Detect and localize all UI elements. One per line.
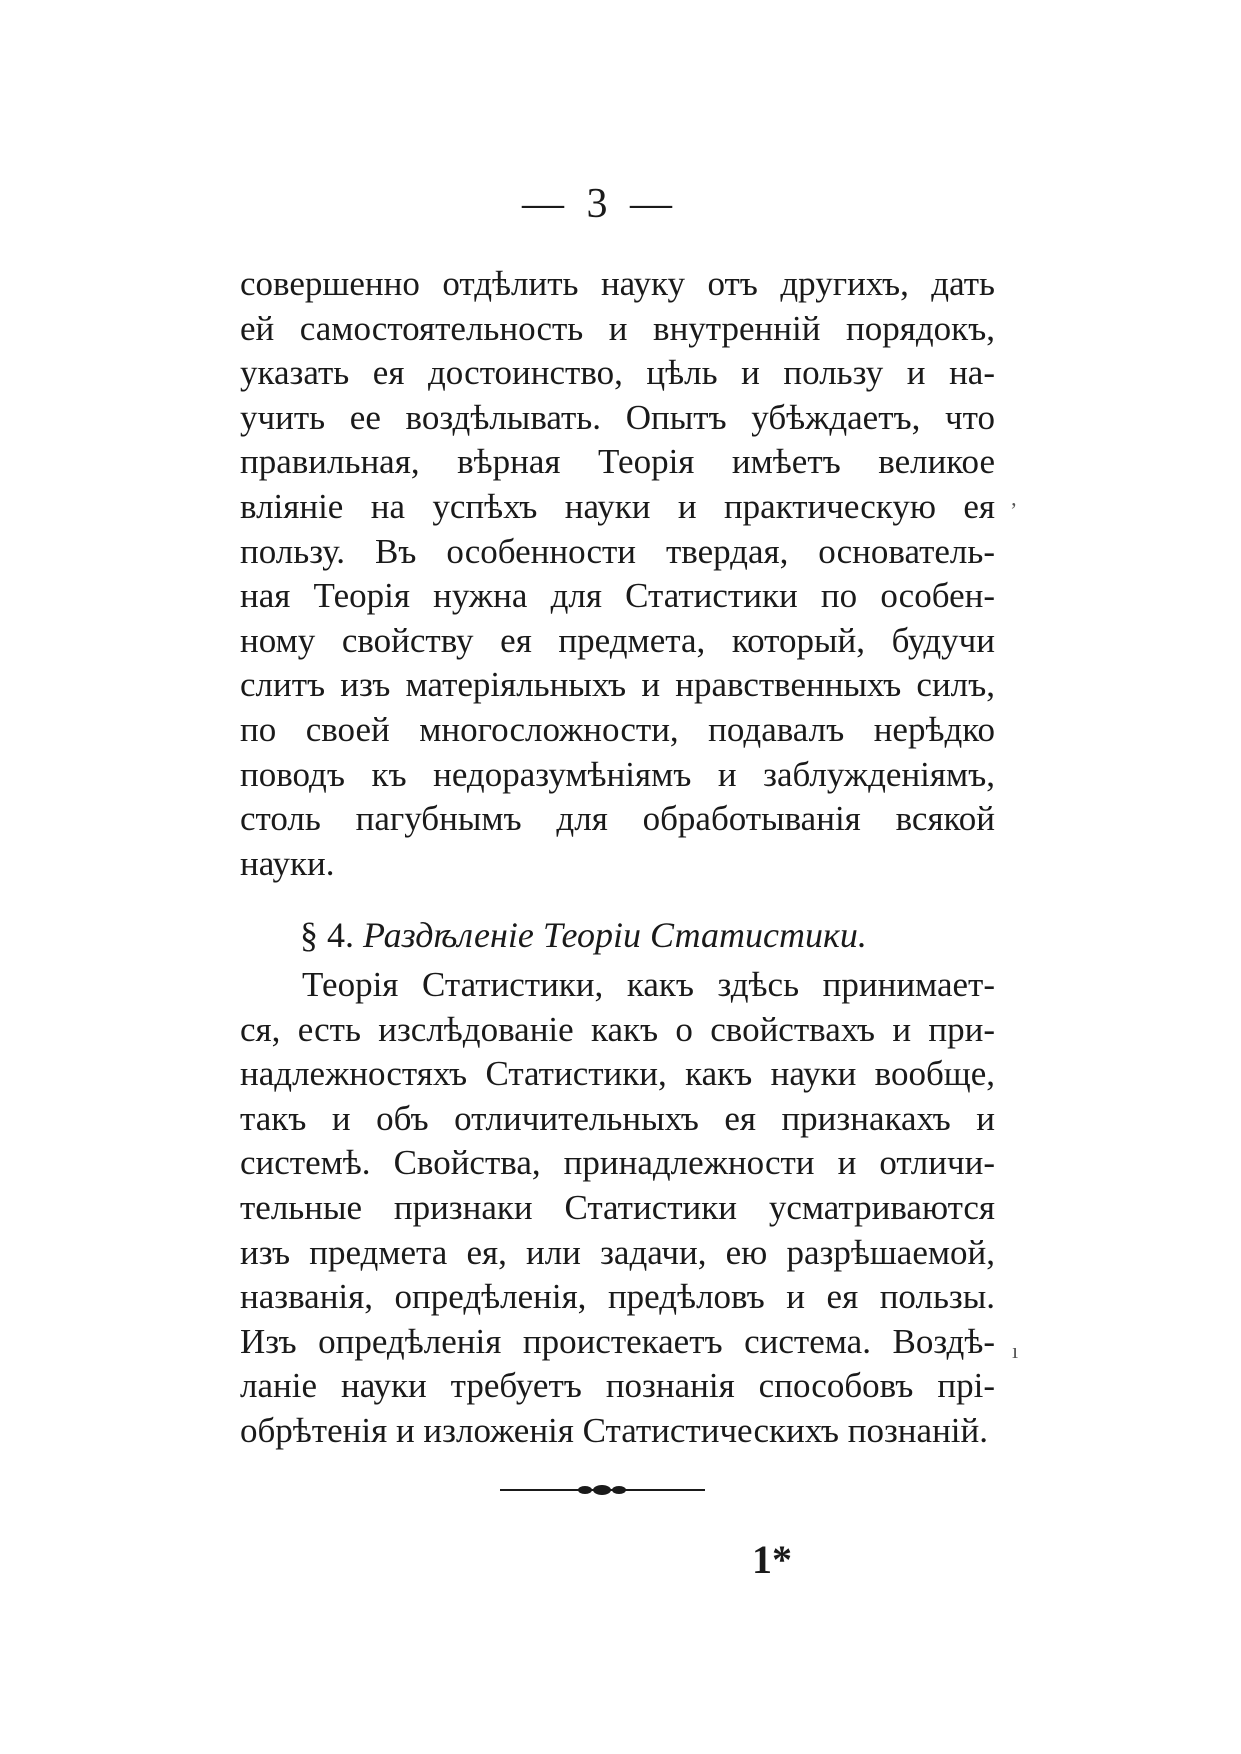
ornament-divider bbox=[500, 1482, 705, 1498]
section-symbol: § 4. bbox=[300, 915, 354, 955]
paragraph-section-4 bbox=[240, 963, 995, 1454]
text-line: системѣ. Свойства, принадлежности и отличи- bbox=[240, 1143, 995, 1183]
margin-speck: ı bbox=[1012, 1338, 1019, 1363]
text-line: столь пагубнымъ для обработыванія всякой bbox=[240, 799, 995, 839]
text-line: по своей многосложности, подавалъ нерѣдко bbox=[240, 709, 995, 749]
text-line: науки. bbox=[240, 843, 335, 883]
text-line: ланіе науки требуетъ познанія способовъ прі- bbox=[240, 1366, 995, 1406]
text-line: такъ и объ отличительныхъ ея признакахъ и bbox=[240, 1098, 995, 1138]
text-line: ная Теорія нужна для Статистики по особен- bbox=[240, 576, 995, 616]
text-line: ся, есть изслѣдованіе какъ о свойствахъ и при- bbox=[240, 1009, 995, 1049]
page-number: — 3 — bbox=[522, 181, 678, 227]
text-line: ей самостоятельность и внутренній порядокъ, bbox=[240, 308, 995, 348]
margin-speck: ʼ bbox=[1010, 498, 1018, 523]
text-line: тельные признаки Статистики усматриваются bbox=[240, 1187, 995, 1227]
text-line: надлежностяхъ Статистики, какъ науки вообще, bbox=[240, 1054, 995, 1094]
text-line: совершенно отдѣлить науку отъ другихъ, дать bbox=[240, 264, 995, 303]
text-line: слитъ изъ матеріяльныхъ и нравственныхъ силъ, bbox=[240, 665, 995, 705]
text-line: указать ея достоинство, цѣль и пользу и на- bbox=[240, 353, 995, 393]
text-line: Теорія Статистики, какъ здѣсь принимает- bbox=[302, 965, 995, 1004]
text-line: Изъ опредѣленія проистекаетъ система. Воздѣ- bbox=[240, 1321, 995, 1361]
paragraph-continued bbox=[240, 262, 995, 886]
section-title: Раздѣленіе Теоріи Статистики. bbox=[363, 915, 867, 955]
text-line: учить ее воздѣлывать. Опытъ убѣждаетъ, что bbox=[240, 397, 995, 437]
text-line: пользу. Въ особенности твердая, основатель- bbox=[240, 531, 995, 571]
text-line: правильная, вѣрная Теорія имѣетъ великое bbox=[240, 442, 995, 482]
text-line: обрѣтенія и изложенія Статистическихъ познаній. bbox=[240, 1410, 989, 1450]
signature-mark: 1* bbox=[752, 1537, 792, 1582]
text-line: поводъ къ недоразумѣніямъ и заблужденіямъ, bbox=[240, 754, 995, 794]
text-line: вліяніе на успѣхъ науки и практическую ея bbox=[240, 486, 995, 526]
text-line: ному свойству ея предмета, который, будучи bbox=[240, 620, 995, 660]
section-heading bbox=[300, 910, 990, 960]
text-line: названія, опредѣленія, предѣловъ и ея пользы. bbox=[240, 1277, 995, 1317]
text-line: изъ предмета ея, или задачи, ею разрѣшаемой, bbox=[240, 1232, 995, 1272]
